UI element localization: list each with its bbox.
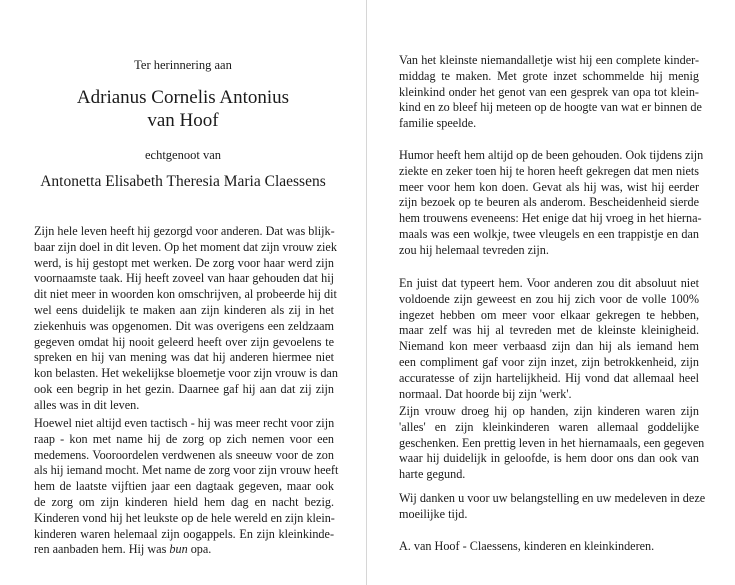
text-line: 'alles' en zijn kleinkinderen waren allemaal goddelijke	[399, 419, 699, 434]
text-line: medemens. Vooroordelen verdwenen als sneeuw voor de zon	[34, 447, 334, 462]
text-line: harte gegund.	[399, 467, 466, 482]
spouse-name: Antonetta Elisabeth Theresia Maria Claessens	[40, 173, 326, 190]
text-line: Van het kleinste niemandalletje wist hij een complete kinder-	[399, 53, 699, 67]
left-paragraph-2	[34, 416, 339, 558]
text-fragment: ren aanbaden hem. Hij was	[34, 542, 170, 557]
text-line: hem trouwens eveneens: Het enige dat hij vroeg in het hierna-	[399, 211, 702, 226]
text-line: normaal. Dat hoorde bij zijn 'werk'.	[399, 386, 572, 401]
right-paragraph-3	[399, 276, 699, 402]
text-line: zou hij helemaal tevreden zijn.	[399, 242, 549, 257]
text-line: maar zelf was hij al tevreden met de kleinste kleinigheid.	[399, 323, 699, 338]
right-paragraph-1	[399, 53, 702, 132]
text-line: Zijn vrouw droeg hij op handen, zijn kinderen waren zijn	[399, 404, 699, 418]
text-line: ook een begrip in het gezin. Daarnee gaf hij aan dat zij zijn	[34, 381, 334, 396]
text-line: voldoende zijn geweest en zou hij zich voor de volle 100%	[399, 291, 699, 306]
text-line: Hoewel niet altijd even tactisch - hij was meer recht voor zijn	[34, 416, 335, 430]
text-line: Humor heeft hem altijd op de been gehouden. Ook tijdens zijn	[399, 148, 704, 162]
text-line: meer voor hem kon doen. Gevat als hij was, wist hij eerder	[399, 179, 699, 194]
text-line: wel eens duidelijk te maken aan zijn kinderen als zij in het	[34, 302, 334, 317]
text-line: moeilijke tijd.	[399, 506, 468, 521]
text-line	[34, 542, 334, 558]
deceased-name	[0, 86, 366, 132]
left-paragraph-1	[34, 224, 338, 414]
text-line: kleinkind onder het genot van een gesprek van opa tot klein-	[399, 84, 699, 99]
right-page	[367, 0, 735, 585]
text-line: familie speelde.	[399, 116, 477, 131]
text-line: zijn bezoek op te beuren als anderom. Bescheidenheid sierde	[399, 195, 699, 210]
deceased-name-line2: van Hoof	[147, 110, 219, 131]
text-line: accuratesse of zijn hartelijkheid. Hij vond dat allemaal heel	[399, 370, 699, 385]
text-line: als hij iemand mocht. Met name de zorg voor zijn vrouw heeft	[34, 463, 339, 478]
text-line: ingezet hebben om meer voor elkaar gekregen te hebben,	[399, 307, 699, 322]
text-line: Niemand kon meer verbaasd zijn dan hij als iemand hem	[399, 339, 699, 354]
text-fragment: opa.	[187, 542, 212, 557]
right-paragraph-4	[399, 404, 705, 483]
text-line: ziekte en zeker toen hij te horen heeft gekregen dat men niets	[399, 163, 699, 178]
text-line: dit niet meer in woorden kon omschrijven, al probeerde hij dit	[34, 287, 337, 302]
text-line: alles was in dit leven.	[34, 397, 140, 412]
intro-text: Ter herinnering aan	[134, 58, 232, 72]
right-paragraph-2	[399, 148, 704, 259]
text-line: Kinderen vond hij het leukste op de hele wereld en zijn klein-	[34, 510, 335, 525]
text-line: kind en zo bleef hij meteen op de hoogte van wat er binnen de	[399, 100, 702, 115]
text-line: ziekenhuis was opgenomen. Dit was overigens een zeldzaam	[34, 318, 334, 333]
text-line: En juist dat typeert hem. Voor anderen zou dit absoluut niet	[399, 276, 699, 290]
text-line: hem de laatste vijftien jaar een dagtaak gegeven, maar ook	[34, 479, 334, 494]
text-line: de zorg om zijn kinderen hield hem dag en nacht bezig.	[34, 494, 334, 509]
text-line: waar hij duidelijk in geloofde, is hem door ons dan ook van	[399, 451, 699, 466]
text-line: raap - kon met name hij de zorg op zich nemen voor een	[34, 431, 334, 446]
text-line: spreken en hij van mening was dat hij anderen hiermee niet	[34, 350, 334, 365]
text-line: Zijn hele leven heeft hij gezorgd voor anderen. Dat was blijk-	[34, 224, 335, 238]
text-line: baar zijn doel in dit leven. Op het moment dat zijn vrouw ziek	[34, 239, 337, 254]
text-line: Wij danken u voor uw belangstelling en uw medeleven in deze	[399, 491, 706, 505]
text-line: maals was een wolkje, twee vleugels en een trappistje en dan	[399, 226, 699, 241]
text-line: kinderen waren helemaal zijn oogappels. En zijn kleinkinde-	[34, 526, 334, 541]
deceased-name-line1: Adrianus Cornelis Antonius	[76, 87, 290, 108]
text-line: een compliment gaf voor zijn inzet, zijn betrokkenheid, zijn	[399, 354, 699, 369]
text-line: voornaamste taak. Hij heeft zoveel van haar gehouden dat hij	[34, 271, 334, 286]
text-line: middag te maken. Met grote inzet schommelde hij menig	[399, 68, 699, 83]
text-line: gegeven omdat hij nooit geleerd heeft over zijn gevoelens te	[34, 334, 334, 349]
left-page	[0, 0, 366, 585]
text-line: kon belasten. Het wekelijkse bloemetje voor zijn vrouw is dan	[34, 366, 338, 381]
emphasis-text: bun	[169, 542, 188, 557]
text-line: werd, is hij gestopt met werken. De zorg voor haar werd zijn	[34, 255, 334, 270]
text-line: geschenken. Een prettig leven in het hiernamaals, een gegeven	[399, 435, 705, 450]
signature: A. van Hoof - Claessens, kinderen en kleinkinderen.	[399, 539, 655, 553]
spouse-label: echtgenoot van	[144, 148, 221, 162]
right-paragraph-5	[399, 491, 706, 523]
